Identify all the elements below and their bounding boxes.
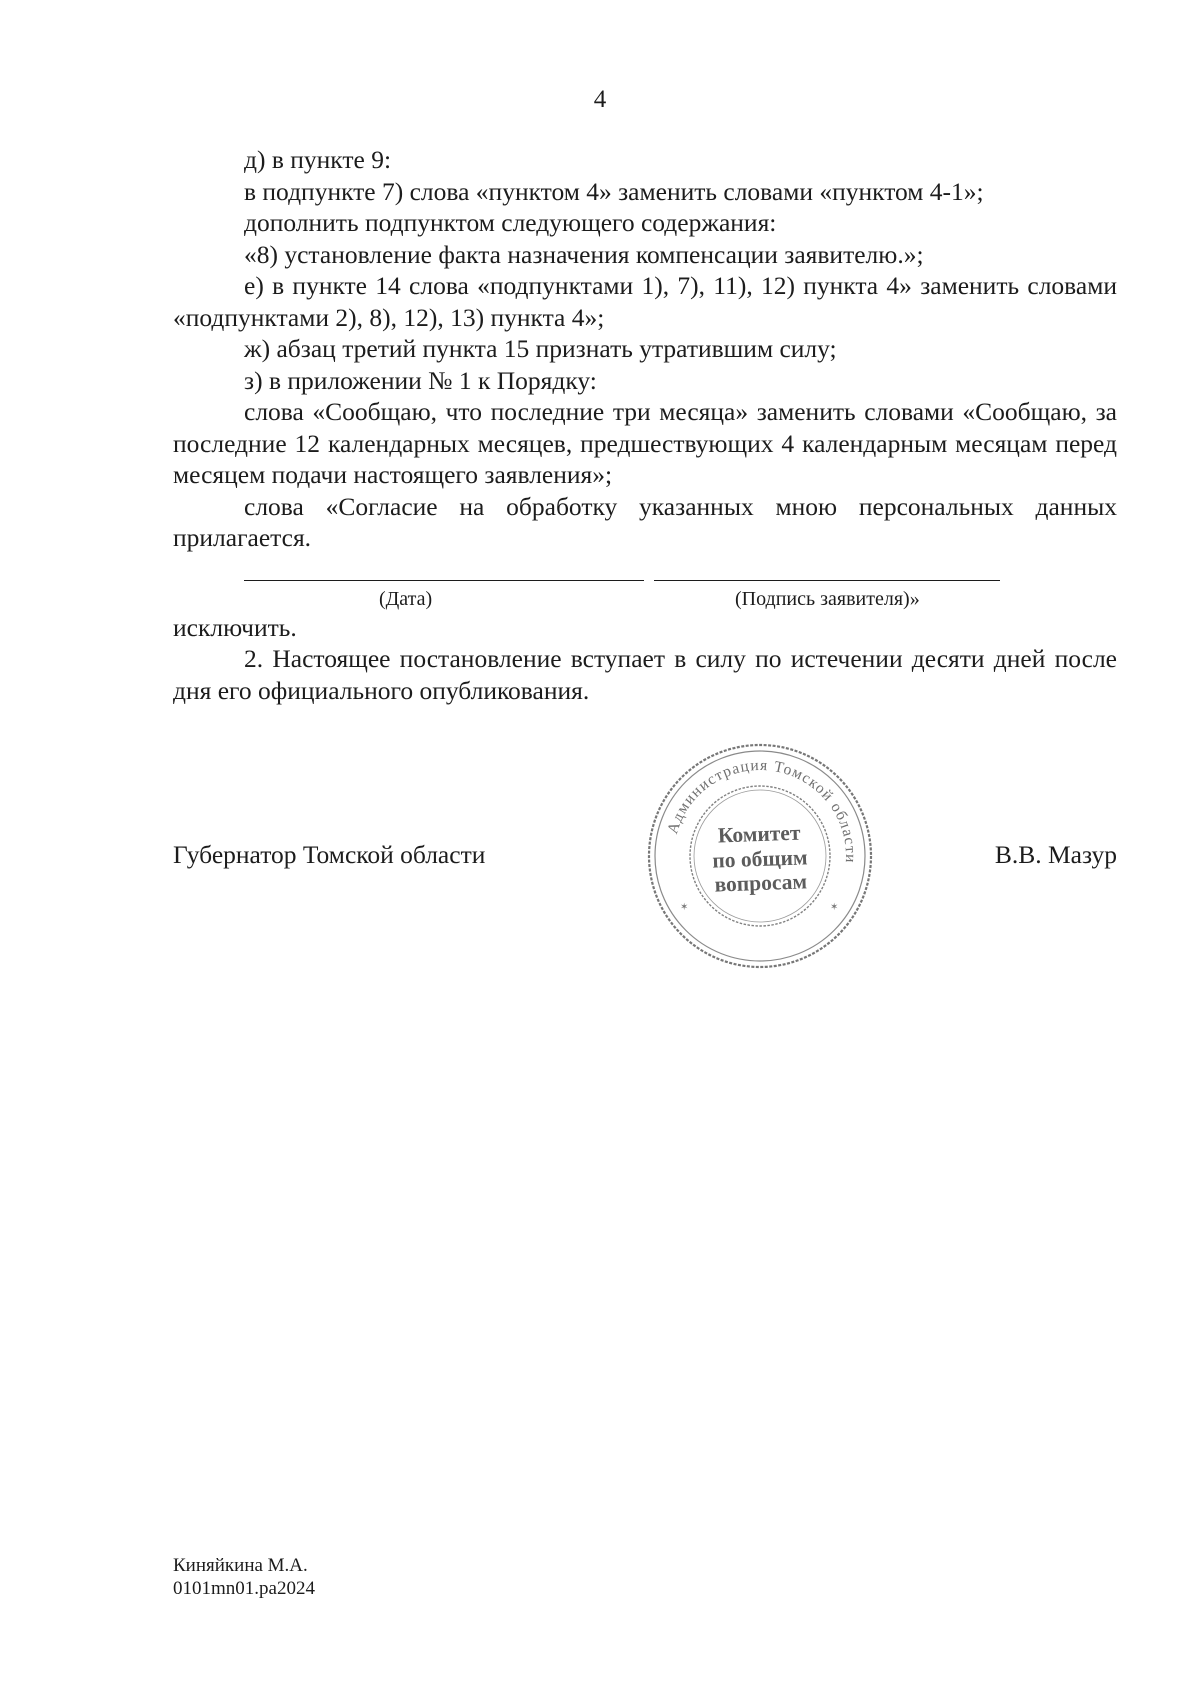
- paragraph-e: е) в пункте 14 слова «подпунктами 1), 7), 11), 12) пункта 4» заменить словами «подпунктами 2), 8), 12), 13) пункта 4»;: [173, 271, 1117, 332]
- stamp-center-text: [645, 818, 875, 899]
- svg-text:✶: ✶: [680, 902, 689, 913]
- paragraph-zh: ж) абзац третий пункта 15 признать утратившим силу;: [244, 334, 837, 363]
- stamp-line-2: по общим: [711, 844, 808, 873]
- paragraph-z: з) в приложении № 1 к Порядку:: [244, 365, 597, 395]
- document-code: 0101mn01.pa2024: [173, 1578, 315, 1599]
- stamp-line-1: Комитет: [717, 820, 801, 848]
- signature-line: [654, 580, 1000, 581]
- signatory-name: В.В. Мазур: [994, 840, 1117, 869]
- paragraph-words-report: слова «Сообщаю, что последние три месяца» заменить словами «Сообщаю, за последние 12 календарных месяцев, предшествующих 4 календарным месяцам перед месяцем подачи настоящего заявления»;: [173, 397, 1117, 489]
- stamp-line-3: вопросам: [714, 869, 808, 897]
- executor-name: Киняйкина М.А.: [173, 1555, 308, 1576]
- signature-caption: (Подпись заявителя)»: [735, 587, 920, 610]
- signatory-title: Губернатор Томской области: [173, 840, 486, 869]
- document-body: [173, 144, 1117, 706]
- date-line: [244, 580, 644, 581]
- paragraph-supplement: дополнить подпунктом следующего содержания:: [244, 208, 777, 237]
- svg-text:✶: ✶: [830, 902, 839, 913]
- official-stamp: [646, 742, 874, 970]
- footer: [173, 1554, 315, 1600]
- date-caption: (Дата): [379, 587, 433, 610]
- paragraph-d: д) в пункте 9:: [244, 145, 392, 174]
- paragraph-words-consent: слова «Согласие на обработку указанных мною персональных данных прилагается.: [173, 491, 1117, 552]
- signature-fields: [173, 554, 1117, 612]
- paragraph-clause-2: 2. Настоящее постановление вступает в силу по истечении десяти дней после дня его официального опубликования.: [173, 644, 1117, 705]
- paragraph-subitem-7: в подпункте 7) слова «пунктом 4» заменить словами «пунктом 4-1»;: [244, 176, 984, 206]
- page-number: 4: [593, 86, 607, 113]
- paragraph-subitem-8: «8) установление факта назначения компенсации заявителю.»;: [244, 239, 924, 269]
- paragraph-exclude: исключить.: [173, 612, 297, 642]
- stamp-ring-text: Администрация Томской области: [664, 756, 860, 864]
